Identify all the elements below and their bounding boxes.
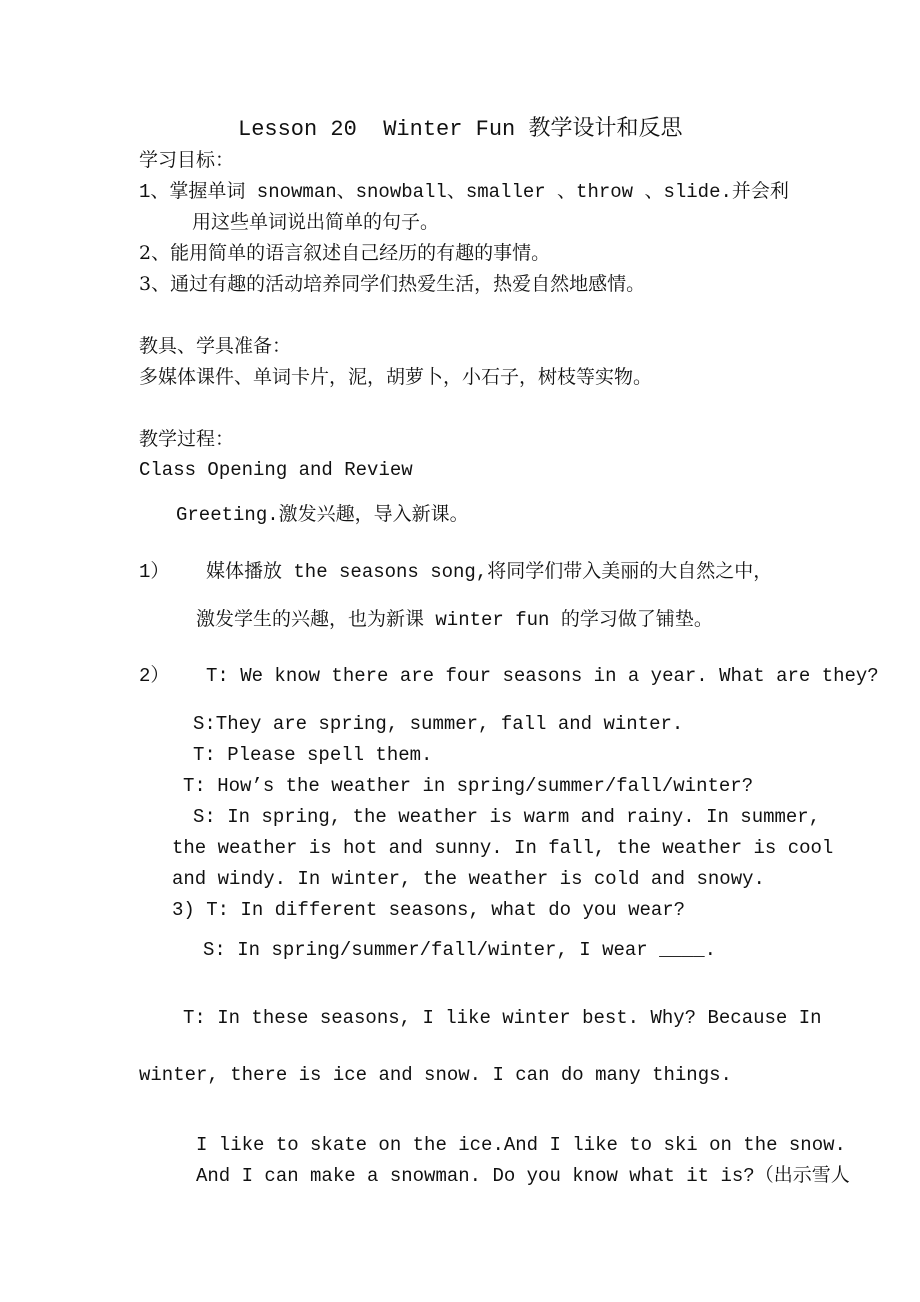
dialog-line-2: T: Please spell them. [193,744,433,766]
materials-text: 多媒体课件、单词卡片，泥，胡萝卜，小石子，树枝等实物。 [139,366,653,388]
step-2-number: 2） [139,665,170,687]
step-1-number: 1） [139,561,170,583]
step-1-line-1: 媒体播放 the seasons song,将同学们带入美丽的大自然之中， [206,561,773,583]
dialog-line-6: and windy. In winter, the weather is cold and snowy. [172,868,765,890]
dialog-line-7: 3) T: In different seasons, what do you wear? [172,899,686,921]
objective-1-cont: 用这些单词说出简单的句子。 [192,211,440,233]
closing-line-2: And I can make a snowman. Do you know what it is?（出示雪人 [196,1165,850,1187]
objectives-heading: 学习目标： [139,149,235,171]
materials-heading: 教具、学具准备： [139,335,292,357]
closing-line-1: I like to skate on the ice.And I like to ski on the snow. [196,1134,846,1156]
step-2-line-1: T: We know there are four seasons in a year. What are they? [206,665,879,687]
objective-3: 3、通过有趣的活动培养同学们热爱生活，热爱自然地感情。 [139,273,646,295]
step-1-line-2: 激发学生的兴趣，也为新课 winter fun 的学习做了铺垫。 [196,609,713,631]
objective-2: 2、能用简单的语言叙述自己经历的有趣的事情。 [139,242,551,264]
objective-1: 1、掌握单词 snowman、snowball、smaller 、throw 、slide.并会利 [139,181,789,203]
dialog-line-8: S: In spring/summer/fall/winter, I wear ____. [203,939,717,961]
document-title: Lesson 20 Winter Fun 教学设计和反思 [238,117,683,142]
section-opening: Class Opening and Review [139,459,413,481]
greeting-line: Greeting.激发兴趣，导入新课。 [176,504,469,526]
dialog-line-3: T: How’s the weather in spring/summer/fall/winter? [183,775,754,797]
dialog-line-4: S: In spring, the weather is warm and rainy. In summer, [193,806,821,828]
dialog-line-5: the weather is hot and sunny. In fall, the weather is cool [172,837,834,859]
teacher-line-2: winter, there is ice and snow. I can do many things. [139,1064,732,1086]
process-heading: 教学过程： [139,428,235,450]
dialog-line-1: S:They are spring, summer, fall and winter. [193,713,684,735]
teacher-line-1: T: In these seasons, I like winter best. Why? Because In [183,1007,822,1029]
